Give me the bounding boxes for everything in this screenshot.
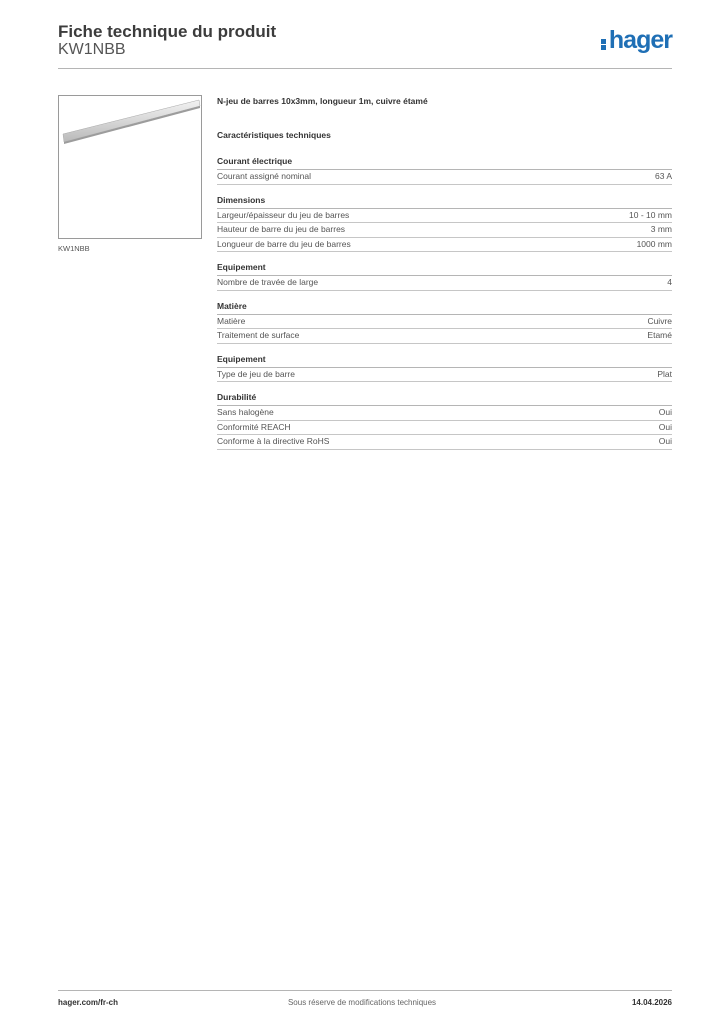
page-title: Fiche technique du produit	[58, 22, 277, 41]
spec-label: Nombre de travée de large	[217, 277, 319, 287]
characteristics-heading: Caractéristiques techniques	[217, 130, 331, 140]
product-description: N-jeu de barres 10x3mm, longueur 1m, cuivre étamé	[217, 96, 428, 106]
spec-row	[217, 435, 672, 450]
spec-section	[217, 262, 672, 291]
spec-section	[217, 354, 672, 383]
spec-value: Oui	[658, 421, 672, 432]
image-caption: KW1NBB	[58, 244, 90, 253]
logo-dot-icon	[601, 45, 606, 50]
spec-label: Traitement de surface	[217, 330, 300, 340]
spec-label: Sans halogène	[217, 407, 274, 417]
logo-text: hager	[608, 26, 672, 54]
spec-value: 63 A	[654, 171, 672, 181]
spec-row	[217, 421, 672, 436]
spec-value: 10 - 10 mm	[629, 209, 672, 220]
spec-label: Hauteur de barre du jeu de barres	[217, 224, 346, 234]
spec-row	[217, 209, 672, 224]
footer-date: 14.04.2026	[631, 998, 672, 1007]
section-title: Durabilité	[217, 392, 672, 406]
spec-row	[217, 329, 672, 344]
section-title: Courant électrique	[217, 156, 672, 170]
spec-value: Oui	[658, 436, 672, 446]
brand-logo	[601, 26, 672, 55]
spec-value: Etamé	[647, 330, 672, 340]
spec-value: 1000 mm	[636, 238, 672, 249]
spec-label: Conforme à la directive RoHS	[217, 436, 330, 446]
spec-row	[217, 276, 672, 291]
footer-disclaimer: Sous réserve de modifications techniques	[287, 998, 437, 1007]
product-image	[58, 95, 202, 239]
spec-row	[217, 315, 672, 330]
spec-section	[217, 156, 672, 185]
spec-row	[217, 223, 672, 238]
spec-label: Largeur/épaisseur du jeu de barres	[217, 209, 350, 220]
spec-row	[217, 170, 672, 185]
product-reference: KW1NBB	[58, 41, 126, 58]
spec-section	[217, 392, 672, 450]
section-title: Dimensions	[217, 195, 672, 209]
spec-label: Conformité REACH	[217, 421, 291, 432]
spec-row	[217, 368, 672, 383]
header-divider	[58, 68, 672, 69]
spec-label: Courant assigné nominal	[217, 171, 312, 181]
logo-dot-icon	[601, 39, 606, 44]
spec-value: 3 mm	[650, 224, 672, 234]
spec-label: Type de jeu de barre	[217, 368, 295, 379]
section-title: Equipement	[217, 354, 672, 368]
footer-website-link[interactable]: hager.com/fr-ch	[58, 998, 119, 1007]
spec-section	[217, 195, 672, 253]
section-title: Equipement	[217, 262, 672, 276]
spec-value: Plat	[657, 368, 672, 379]
section-title: Matière	[217, 301, 672, 315]
spec-value: 4	[667, 277, 672, 287]
spec-row	[217, 238, 672, 253]
spec-value: Cuivre	[647, 315, 672, 326]
busbar-image-icon	[59, 96, 201, 238]
spec-label: Longueur de barre du jeu de barres	[217, 238, 351, 249]
spec-label: Matière	[217, 315, 246, 326]
footer-divider	[58, 990, 672, 991]
spec-content	[217, 96, 672, 450]
spec-row	[217, 406, 672, 421]
spec-value: Oui	[658, 407, 672, 417]
spec-section	[217, 301, 672, 344]
